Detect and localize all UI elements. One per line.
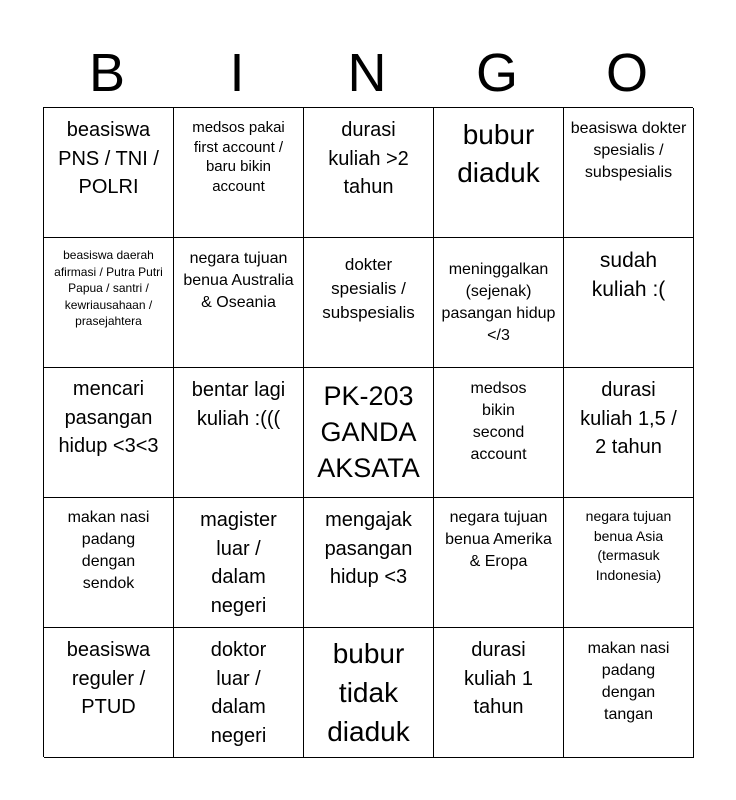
cell-text: PK-203 GANDA AKSATA bbox=[317, 381, 420, 483]
bingo-cell-r1-c3[interactable] bbox=[434, 238, 564, 368]
bingo-cell-r3-c0[interactable] bbox=[44, 498, 174, 628]
bingo-cell-r2-c0[interactable] bbox=[44, 368, 174, 498]
cell-text: bentar lagi kuliah :((( bbox=[191, 379, 286, 430]
bingo-cell-r4-c4[interactable] bbox=[564, 628, 694, 758]
bingo-cell-r2-c4[interactable] bbox=[564, 368, 694, 498]
cell-text: dokter spesialis / subspesialis bbox=[322, 255, 415, 322]
cell-text: doktor luar / dalam negeri bbox=[210, 639, 267, 747]
bingo-cell-r4-c1[interactable] bbox=[174, 628, 304, 758]
cell-text: beasiswa PNS / TNI / POLRI bbox=[58, 119, 159, 198]
cell-text: negara tujuan benua Asia (termasuk Indonesia) bbox=[585, 508, 672, 583]
cell-text: makan nasi padang dengan sendok bbox=[67, 509, 150, 592]
bingo-card bbox=[43, 107, 693, 757]
cell-text: beasiswa daerah afirmasi / Putra Putri Papua / santri / kewriausahaan / prasejahtera bbox=[54, 248, 163, 328]
cell-text: beasiswa reguler / PTUD bbox=[66, 639, 151, 718]
bingo-cell-r0-c0[interactable] bbox=[44, 108, 174, 238]
cell-text: mengajak pasangan hidup <3 bbox=[324, 509, 413, 588]
header-letter-g: G bbox=[475, 43, 518, 103]
cell-text: meninggalkan (sejenak) pasangan hidup </3 bbox=[441, 261, 556, 344]
bingo-cell-r1-c0[interactable] bbox=[44, 238, 174, 368]
bingo-cell-r2-c3[interactable] bbox=[434, 368, 564, 498]
cell-text: negara tujuan benua Australia & Oseania bbox=[183, 250, 294, 311]
cell-text: durasi kuliah 1 tahun bbox=[464, 639, 533, 718]
header-letter-b: B bbox=[88, 43, 126, 103]
bingo-cell-r4-c0[interactable] bbox=[44, 628, 174, 758]
header-letter-o: O bbox=[605, 43, 648, 103]
cell-text: mencari pasangan hidup <3<3 bbox=[58, 378, 159, 457]
bingo-cell-r3-c4[interactable] bbox=[564, 498, 694, 628]
bingo-cell-r0-c4[interactable] bbox=[564, 108, 694, 238]
bingo-cell-r1-c2[interactable] bbox=[304, 238, 434, 368]
header-letter-n: N bbox=[347, 43, 387, 103]
bingo-cell-r0-c1[interactable] bbox=[174, 108, 304, 238]
cell-text: bubur tidak diaduk bbox=[327, 638, 410, 747]
bingo-cell-r0-c3[interactable] bbox=[434, 108, 564, 238]
bingo-cell-r1-c1[interactable] bbox=[174, 238, 304, 368]
cell-text: bubur diaduk bbox=[457, 119, 540, 188]
bingo-cell-r2-c1[interactable] bbox=[174, 368, 304, 498]
bingo-cell-r1-c4[interactable] bbox=[564, 238, 694, 368]
bingo-cell-r3-c2[interactable] bbox=[304, 498, 434, 628]
cell-text: makan nasi padang dengan tangan bbox=[587, 640, 670, 723]
header-letter-i: I bbox=[229, 43, 245, 103]
cell-text: magister luar / dalam negeri bbox=[200, 509, 277, 617]
bingo-cell-r2-c2[interactable] bbox=[304, 368, 434, 498]
bingo-cell-r4-c2[interactable] bbox=[304, 628, 434, 758]
bingo-header bbox=[42, 40, 692, 106]
cell-text: durasi kuliah 1,5 / 2 tahun bbox=[580, 379, 677, 458]
cell-text: durasi kuliah >2 tahun bbox=[328, 119, 409, 198]
cell-text: medsos pakai first account / baru bikin account bbox=[192, 119, 285, 195]
cell-text: negara tujuan benua Amerika & Eropa bbox=[445, 509, 552, 570]
cell-text: sudah kuliah :( bbox=[591, 249, 666, 301]
bingo-cell-r0-c2[interactable] bbox=[304, 108, 434, 238]
bingo-cell-r3-c1[interactable] bbox=[174, 498, 304, 628]
bingo-cell-r4-c3[interactable] bbox=[434, 628, 564, 758]
bingo-cell-r3-c3[interactable] bbox=[434, 498, 564, 628]
cell-text: medsos bikin second account bbox=[470, 380, 527, 463]
cell-text: beasiswa dokter spesialis / subspesialis bbox=[570, 120, 687, 181]
